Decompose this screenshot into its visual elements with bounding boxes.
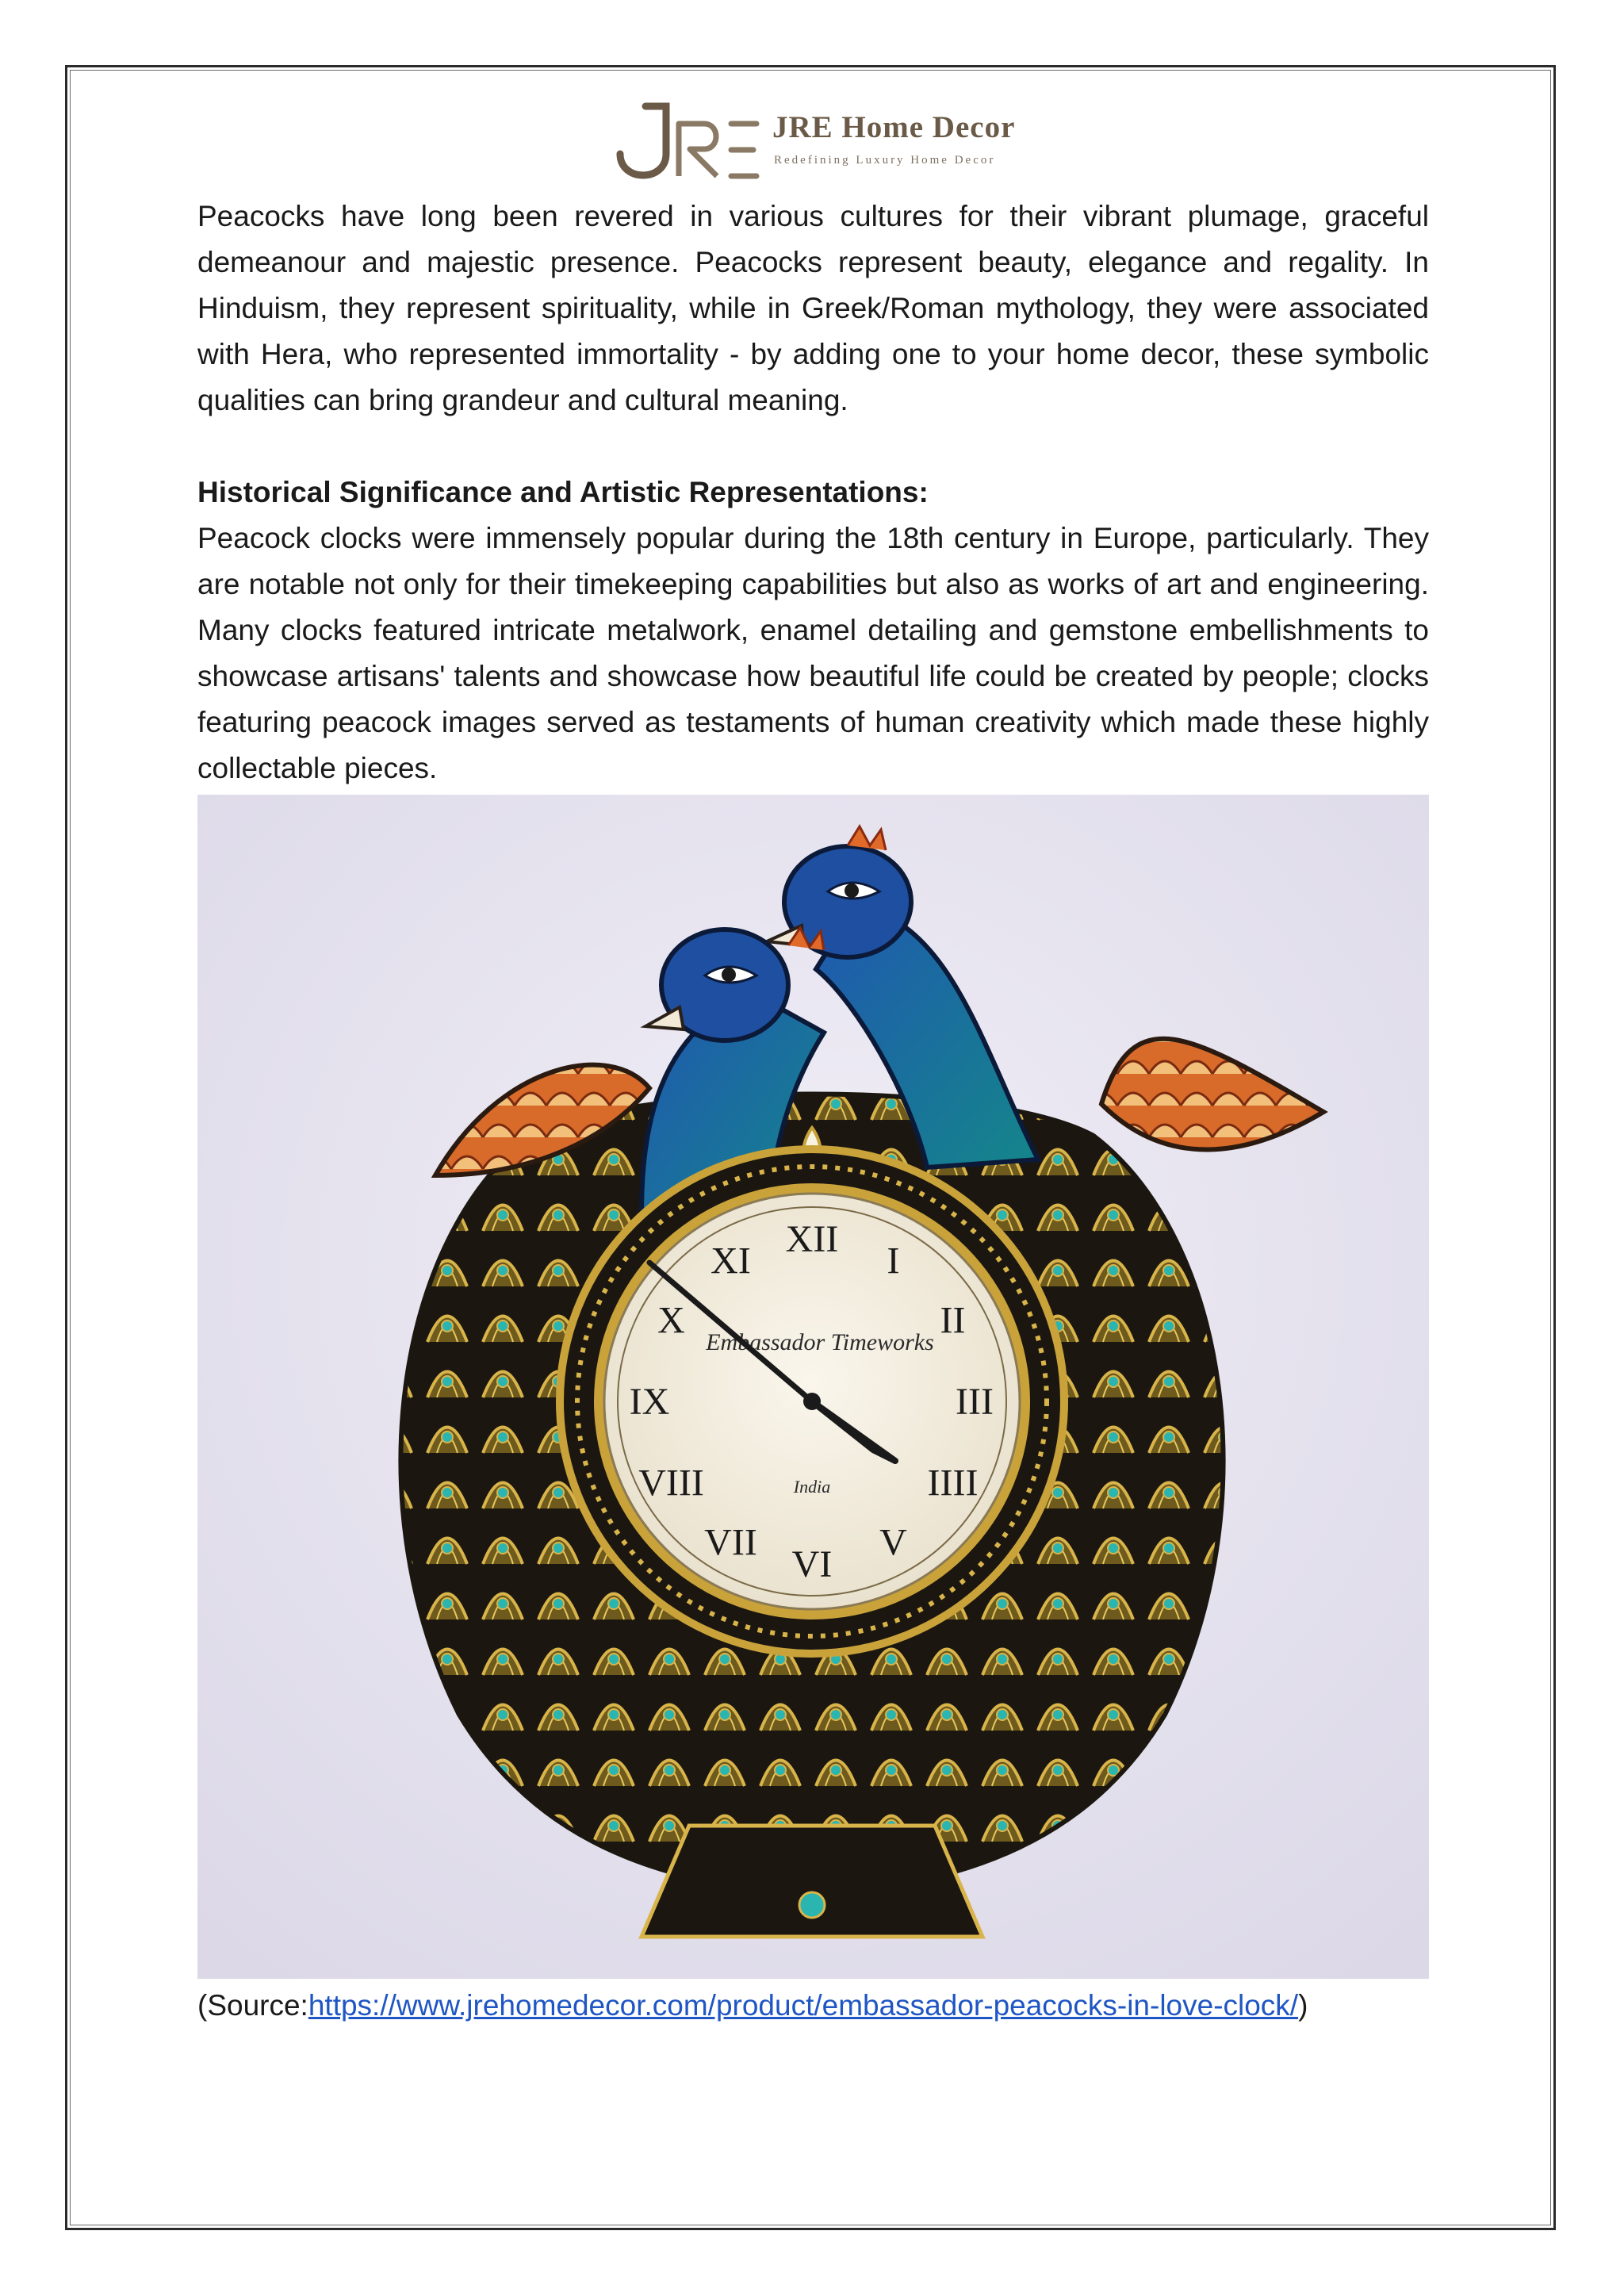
intro-paragraph: Peacocks have long been revered in various cultures for their vibrant plumage, graceful demeanour and majestic presence. Peacocks represent beauty, elegance and regality. In Hinduism, they represent spirituality, while in Greek/Roman mythology, they were associated with Hera, who represented immortality - by adding one to your home decor, these symbolic qualities can bring grandeur and cultural meaning. (197, 200, 1429, 416)
source-prefix: (Source: (197, 1989, 308, 2022)
dial-brand: Embassador Timeworks (706, 1329, 934, 1355)
clock-numeral: VII (704, 1521, 757, 1564)
clock-numeral: VIII (638, 1462, 704, 1504)
peacock-clock-image (197, 795, 1429, 1979)
logo-letters: JRE (611, 100, 612, 101)
clock-numeral: XI (710, 1240, 751, 1282)
dial-origin: India (793, 1477, 831, 1497)
brand-logo (611, 100, 761, 187)
clock-numeral: V (879, 1521, 907, 1564)
clock-numeral: IIII (927, 1462, 979, 1504)
source-suffix: ) (1298, 1989, 1308, 2022)
page-header (611, 100, 1023, 187)
image-source (197, 1983, 1308, 2029)
clock-numeral: X (657, 1299, 685, 1342)
source-link[interactable]: https://www.jrehomedecor.com/product/embassador-peacocks-in-love-clock/ (308, 1989, 1299, 2022)
section-heading: Historical Significance and Artistic Representations: (197, 476, 929, 508)
clock-numeral: III (956, 1381, 994, 1423)
article-body (197, 194, 1429, 792)
clock-numeral: VI (791, 1543, 833, 1585)
clock-numeral: I (887, 1240, 900, 1282)
clock-numeral: IX (629, 1381, 670, 1423)
section-paragraph: Peacock clocks were immensely popular during the 18th century in Europe, particularly. They are notable not only for their timekeeping capabilities but also as works of art and engineering. Many clocks featured intricate metalwork, enamel detailing and gemstone embellishments to showcase artisans' talents and showcase how beautiful life could be created by people; clocks featuring peacock images served as testaments of human creativity which made these highly collectable pieces. (197, 522, 1429, 784)
clock-numeral: II (940, 1299, 966, 1342)
brand-name: JRE Home Decor (772, 110, 1016, 144)
clock-numeral: XII (785, 1218, 839, 1260)
brand-tagline: Redefining Luxury Home Decor (774, 154, 996, 167)
